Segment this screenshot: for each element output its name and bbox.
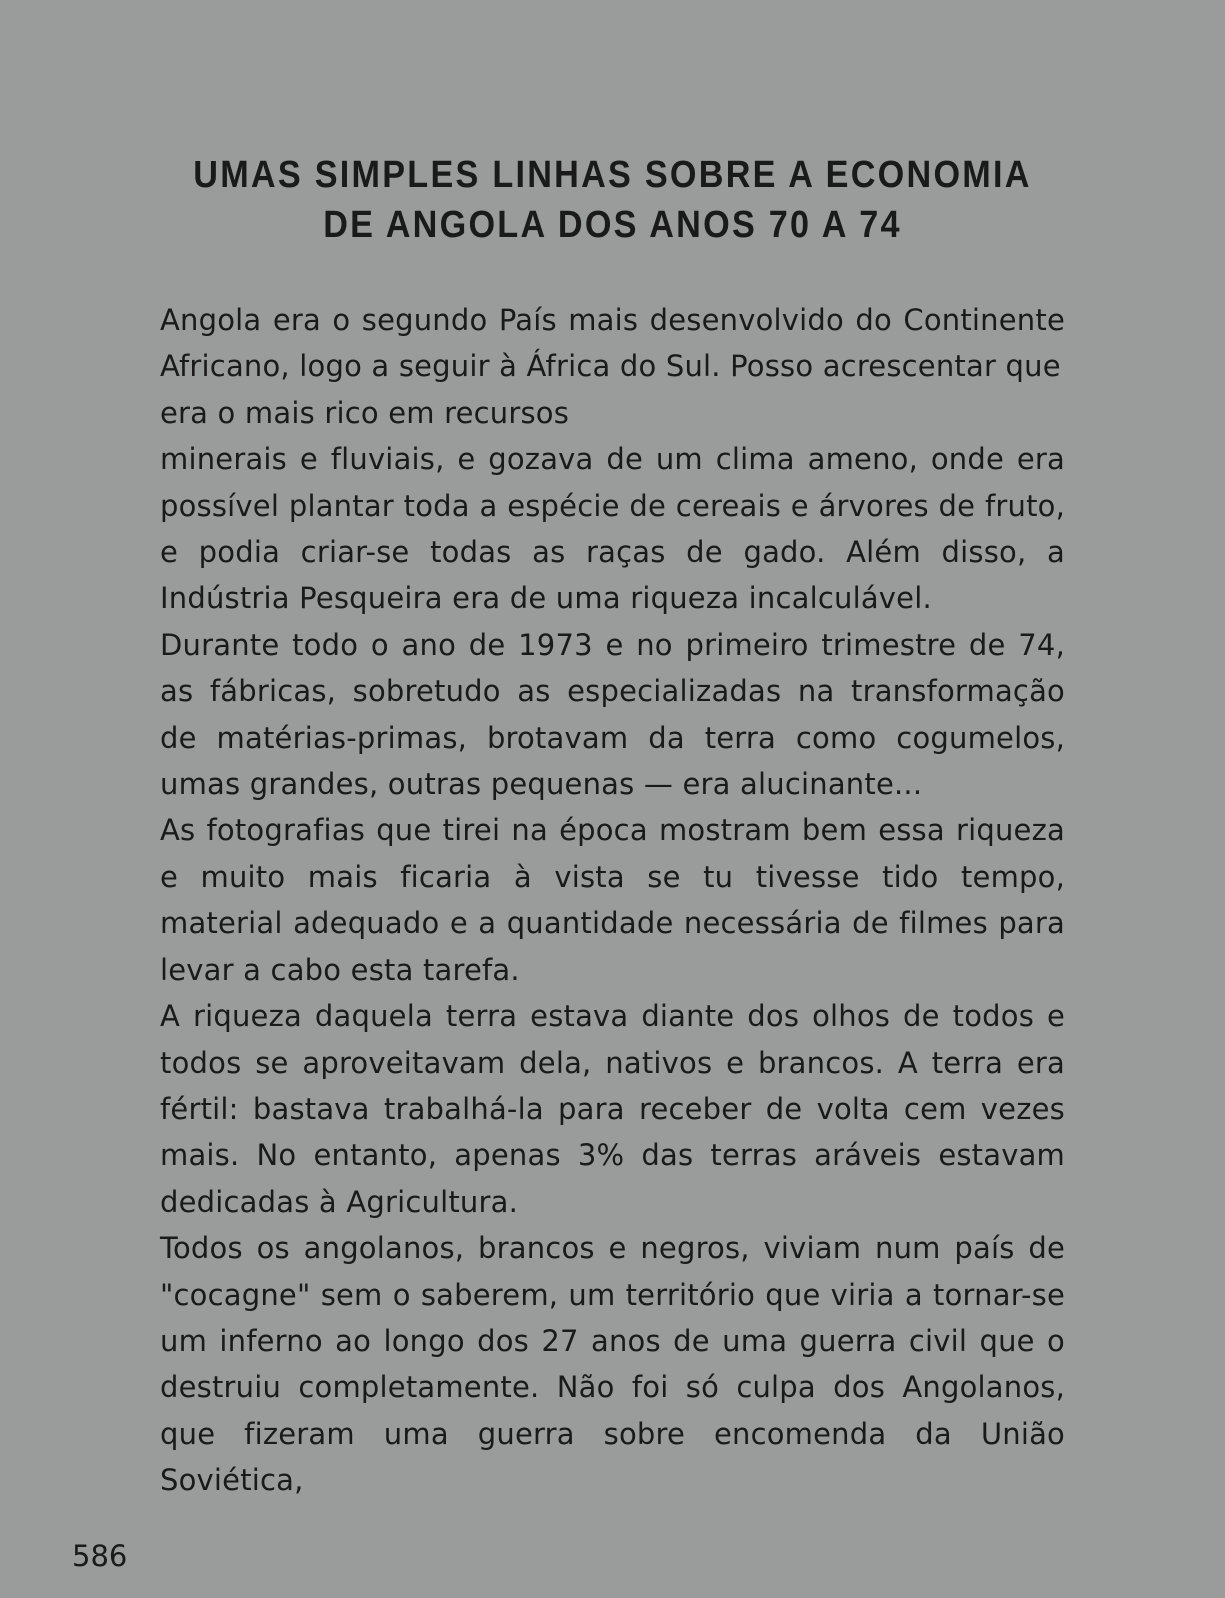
paragraph-5: A riqueza daquela terra estava diante dos olhos de todos e todos se aproveitavam dela, nativos e brancos. A terra era fértil: bastava trabalhá-la para receber de volta cem vezes mais. No entanto, apenas 3% das terras aráveis estavam dedicadas à Agricultura. [160, 999, 1065, 1219]
chapter-title-line-2: DE ANGOLA DOS ANOS 70 A 74 [323, 204, 902, 246]
paragraph-2: minerais e fluviais, e gozava de um clima ameno, onde era possível plantar toda a espécie de cereais e árvores de fruto, e podia criar-se todas as raças de gado. Além disso, a Indústria Pesqueira era de uma riqueza incalculável. [160, 442, 1065, 616]
page-number: 586 [72, 1539, 128, 1573]
paragraph-1b: era o mais rico em recursos [160, 395, 570, 430]
paragraph-4: As fotografias que tirei na época mostram bem essa riqueza e muito mais ficaria à vista se tu tivesse tido tempo, material adequado e a quantidade necessária de filmes para levar a cabo esta tarefa. [160, 813, 1065, 987]
paragraph-6: Todos os angolanos, brancos e negros, viviam num país de "cocagne" sem o saberem, um território que viria a tornar-se um inferno ao longo dos 27 anos de uma guerra civil que o destruiu completamente. Não foi só culpa dos Angolanos, que fizeram uma guerra sobre encomenda da União Soviética, [160, 1231, 1065, 1498]
chapter-title [61, 150, 1164, 250]
body-text [160, 297, 1065, 1504]
chapter-title-line-1: UMAS SIMPLES LINHAS SOBRE A ECONOMIA [193, 154, 1032, 196]
paragraph-1a: Angola era o segundo País mais desenvolvido do Continente Africano, logo a seguir à África do Sul. Posso acrescentar que [160, 303, 1065, 384]
paragraph-3: Durante todo o ano de 1973 e no primeiro trimestre de 74, as fábricas, sobretudo as especializadas na transformação de matérias-primas, brotavam da terra como cogumelos, umas grandes, outras pequenas — era alucinante... [160, 627, 1065, 802]
